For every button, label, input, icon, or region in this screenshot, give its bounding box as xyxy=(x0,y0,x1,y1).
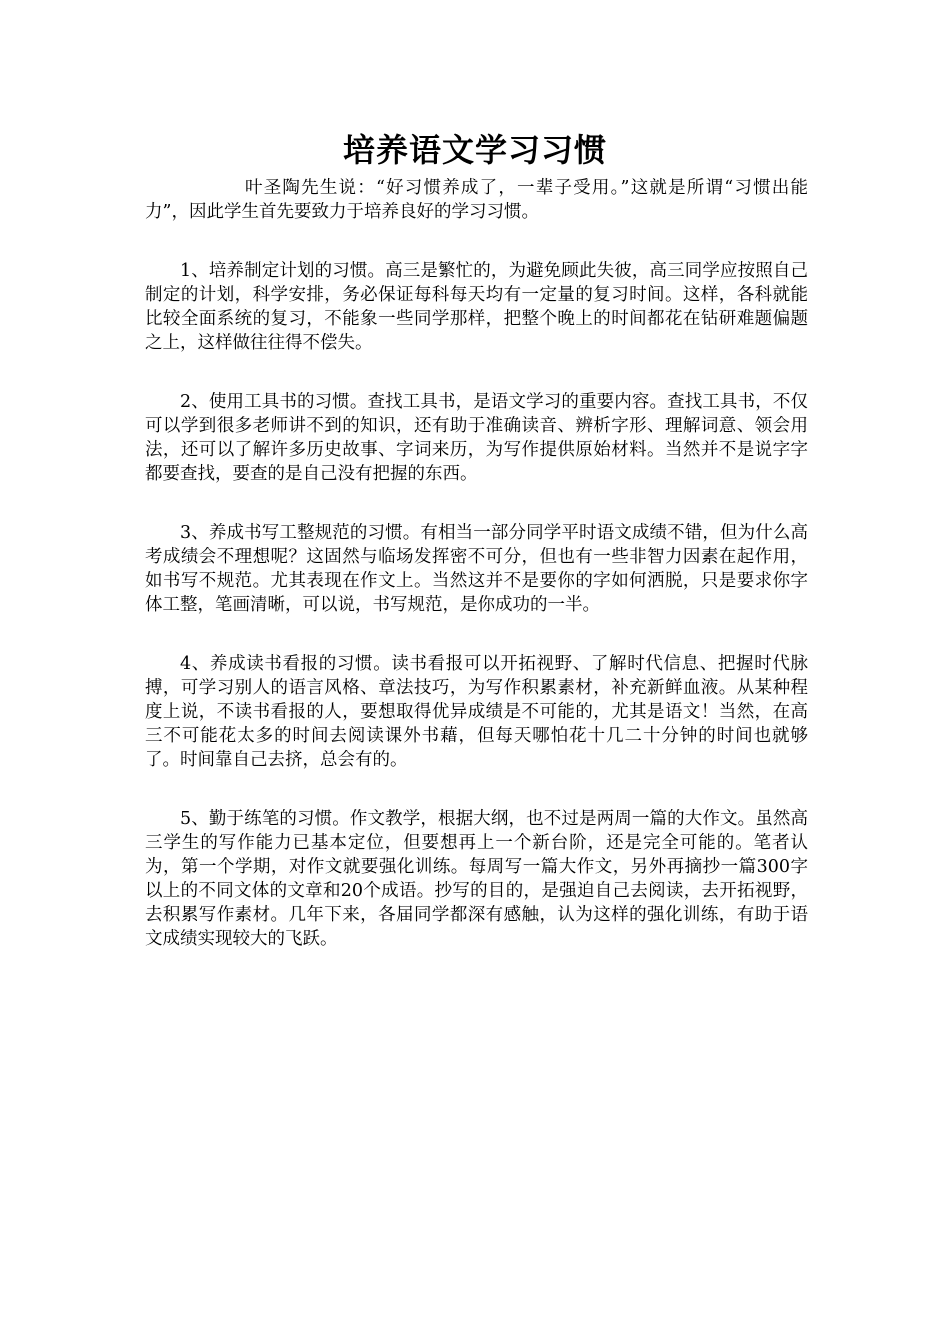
paragraph-2: 2、使用工具书的习惯。查找工具书，是语文学习的重要内容。查找工具书，不仅可以学到很多老师讲不到的知识，还有助于准确读音、辨析字形、理解词意、领会用法，还可以了解许多历史故事、字词来历，为写作提供原始材料。当然并不是说字字都要查找，要查的是自己没有把握的东西。 xyxy=(145,392,808,484)
paragraph-gap xyxy=(145,772,808,807)
paragraph-1: 1、培养制定计划的习惯。高三是繁忙的，为避免顾此失彼，高三同学应按照自己制定的计划，科学安排，务必保证每科每天均有一定量的复习时间。这样，各科就能比较全面系统的复习，不能象一些同学那样，把整个晚上的时间都花在钻研难题偏题之上，这样做往往得不偿失。 xyxy=(145,261,808,353)
paragraph-gap xyxy=(145,486,808,521)
paragraph-5: 5、勤于练笔的习惯。作文教学，根据大纲，也不过是两周一篇的大作文。虽然高三学生的写作能力已基本定位，但要想再上一个新台阶，还是完全可能的。笔者认为，第一个学期，对作文就要强化训练。每周写一篇大作文，另外再摘抄一篇300字以上的不同文体的文章和20个成语。抄写的目的，是强迫自己去阅读，去开拓视野，去积累写作素材。几年下来，各届同学都深有感触，认为这样的强化训练，有助于语文成绩实现较大的飞跃。 xyxy=(145,809,808,949)
paragraph-3: 3、养成书写工整规范的习惯。有相当一部分同学平时语文成绩不错，但为什么高考成绩会不理想呢？这固然与临场发挥密不可分，但也有一些非智力因素在起作用，如书写不规范。尤其表现在作文上。当然这并不是要你的字如何洒脱，只是要求你字体工整，笔画清晰，可以说，书写规范，是你成功的一半。 xyxy=(145,523,808,615)
document-body xyxy=(145,176,808,951)
paragraph-gap xyxy=(145,224,808,259)
paragraph-gap xyxy=(145,355,808,390)
paragraph-gap xyxy=(145,617,808,652)
intro-paragraph: 叶圣陶先生说：“好习惯养成了，一辈子受用。”这就是所谓“习惯出能力”，因此学生首先要致力于培养良好的学习习惯。 xyxy=(145,178,808,222)
document-title: 培养语文学习习惯 xyxy=(342,131,607,169)
paragraph-4: 4、养成读书看报的习惯。读书看报可以开拓视野、了解时代信息、把握时代脉搏，可学习别人的语言风格、章法技巧，为写作积累素材，补充新鲜血液。从某种程度上说，不读书看报的人，要想取得优异成绩是不可能的，尤其是语文！当然，在高三不可能花太多的时间去阅读课外书藉，但每天哪怕花十几二十分钟的时间也就够了。时间靠自己去挤，总会有的。 xyxy=(145,654,808,770)
